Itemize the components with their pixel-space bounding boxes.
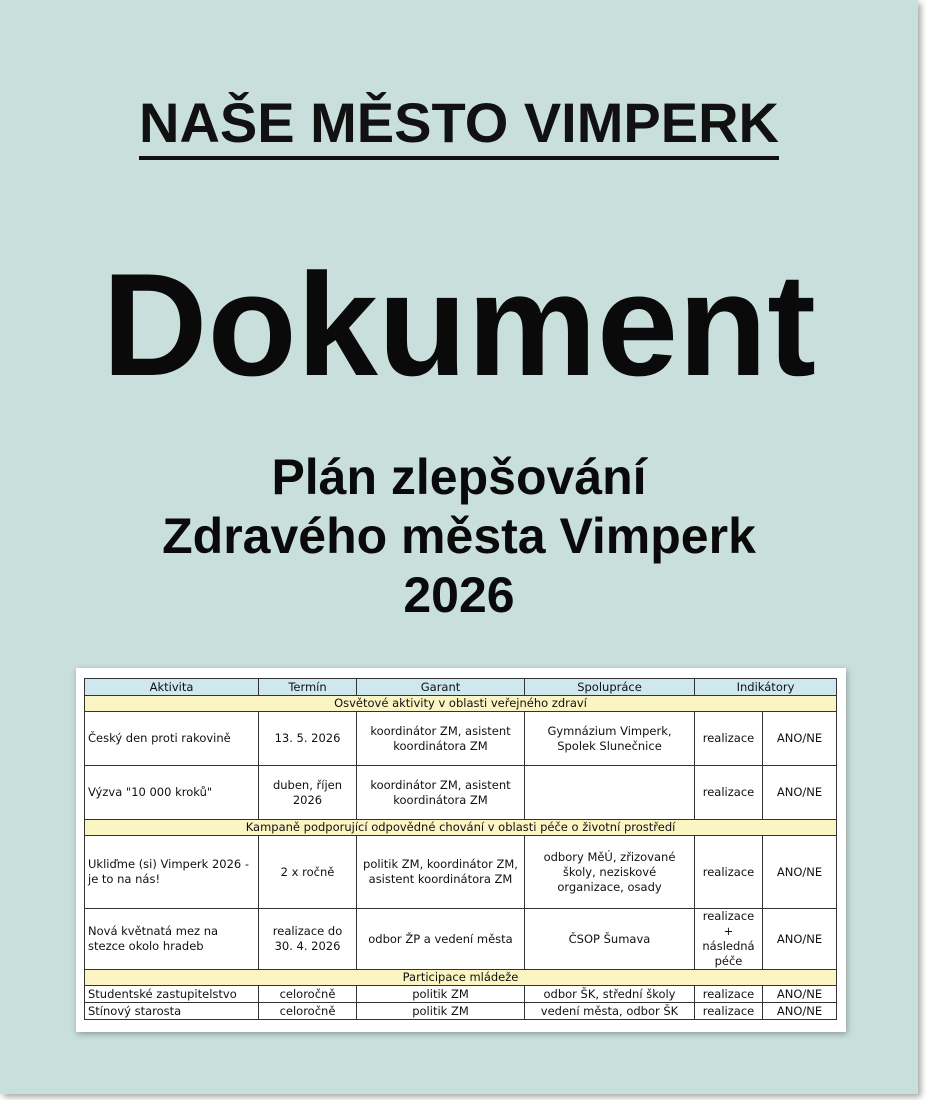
column-header-guarantor: Garant bbox=[357, 679, 525, 696]
column-header-cooperation: Spolupráce bbox=[525, 679, 695, 696]
table-row bbox=[85, 712, 837, 766]
section-row bbox=[85, 970, 837, 986]
cell-guarantor: odbor ŽP a vedení města bbox=[357, 909, 525, 970]
cell-activity: Stínový starosta bbox=[85, 1003, 259, 1020]
cell-activity: Ukliďme (si) Vimperk 2026 - je to na nás! bbox=[85, 836, 259, 909]
cell-activity: Výzva "10 000 kroků" bbox=[85, 766, 259, 820]
plan-table bbox=[84, 678, 837, 1020]
cell-result: ANO/NE bbox=[763, 986, 837, 1003]
cell-term: celoročně bbox=[259, 1003, 357, 1020]
cell-term: 2 x ročně bbox=[259, 836, 357, 909]
section-title: Osvětové aktivity v oblasti veřejného zdraví bbox=[85, 696, 837, 712]
subtitle-line-2: Zdravého města Vimperk bbox=[162, 508, 756, 564]
section-title: Participace mládeže bbox=[85, 970, 837, 986]
table-row bbox=[85, 766, 837, 820]
cell-cooperation: odbory MěÚ, zřizované školy, neziskové organizace, osady bbox=[525, 836, 695, 909]
cell-cooperation bbox=[525, 766, 695, 820]
plan-table-card bbox=[76, 668, 846, 1032]
section-row bbox=[85, 820, 837, 836]
cell-result: ANO/NE bbox=[763, 712, 837, 766]
table-row bbox=[85, 1003, 837, 1020]
table-row bbox=[85, 836, 837, 909]
cell-activity: Nová květnatá mez na stezce okolo hradeb bbox=[85, 909, 259, 970]
cell-guarantor: politik ZM, koordinátor ZM, asistent koordinátora ZM bbox=[357, 836, 525, 909]
cell-result: ANO/NE bbox=[763, 836, 837, 909]
subtitle-line-1: Plán zlepšování bbox=[271, 449, 647, 505]
cell-cooperation: ČSOP Šumava bbox=[525, 909, 695, 970]
city-title: NAŠE MĚSTO VIMPERK bbox=[139, 92, 779, 160]
cell-guarantor: politik ZM bbox=[357, 1003, 525, 1020]
cell-cooperation: odbor ŠK, střední školy bbox=[525, 986, 695, 1003]
cell-activity: Český den proti rakovině bbox=[85, 712, 259, 766]
cell-term: 13. 5. 2026 bbox=[259, 712, 357, 766]
cell-guarantor: koordinátor ZM, asistent koordinátora ZM bbox=[357, 712, 525, 766]
table-row bbox=[85, 986, 837, 1003]
cell-indicator: realizace bbox=[695, 712, 763, 766]
cell-indicator: realizace bbox=[695, 986, 763, 1003]
cell-activity: Studentské zastupitelstvo bbox=[85, 986, 259, 1003]
cell-term: duben, říjen 2026 bbox=[259, 766, 357, 820]
column-header-activity: Aktivita bbox=[85, 679, 259, 696]
document-label: Dokument bbox=[102, 243, 816, 406]
cell-term: celoročně bbox=[259, 986, 357, 1003]
column-header-term: Termín bbox=[259, 679, 357, 696]
section-row bbox=[85, 696, 837, 712]
cell-guarantor: politik ZM bbox=[357, 986, 525, 1003]
cell-indicator: realizace bbox=[695, 766, 763, 820]
table-row bbox=[85, 909, 837, 970]
cell-term: realizace do 30. 4. 2026 bbox=[259, 909, 357, 970]
cell-cooperation: vedení města, odbor ŠK bbox=[525, 1003, 695, 1020]
subtitle-block bbox=[0, 448, 918, 625]
cell-indicator: realizace + následná péče bbox=[695, 909, 763, 970]
cell-indicator: realizace bbox=[695, 1003, 763, 1020]
section-title: Kampaně podporující odpovědné chování v oblasti péče o životní prostředí bbox=[85, 820, 837, 836]
cell-guarantor: koordinátor ZM, asistent koordinátora ZM bbox=[357, 766, 525, 820]
table-header-row bbox=[85, 679, 837, 696]
subtitle-line-3: 2026 bbox=[403, 567, 515, 623]
cell-result: ANO/NE bbox=[763, 909, 837, 970]
cell-result: ANO/NE bbox=[763, 766, 837, 820]
column-header-indicators: Indikátory bbox=[695, 679, 837, 696]
city-header bbox=[0, 90, 918, 160]
cell-indicator: realizace bbox=[695, 836, 763, 909]
cell-cooperation: Gymnázium Vimperk, Spolek Slunečnice bbox=[525, 712, 695, 766]
cell-result: ANO/NE bbox=[763, 1003, 837, 1020]
